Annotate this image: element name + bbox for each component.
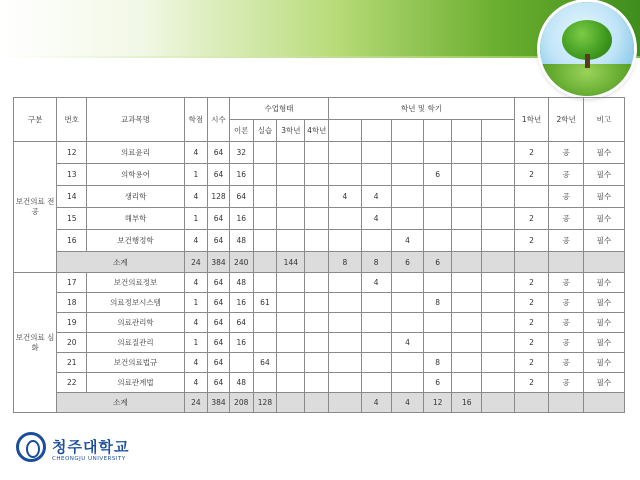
cell-a: 2 — [514, 142, 549, 164]
header-cell: 구분 — [14, 98, 57, 142]
cell-hours: 384 — [208, 252, 230, 273]
cell — [514, 393, 549, 413]
cell — [514, 252, 549, 273]
cell — [482, 333, 514, 353]
cell-year1 — [329, 230, 361, 252]
cell-year3 — [391, 293, 423, 313]
cell-year3 — [391, 313, 423, 333]
cell-year4: 8 — [424, 353, 452, 373]
header-cell: 4학년 — [305, 120, 329, 142]
cell-year4: 6 — [424, 164, 452, 186]
subtotal-label: 소계 — [57, 252, 184, 273]
cell-a — [514, 186, 549, 208]
cell-year3 — [391, 273, 423, 293]
cell — [452, 353, 482, 373]
cell-course-name: 생리학 — [87, 186, 184, 208]
cell — [452, 230, 482, 252]
table-row — [14, 164, 625, 186]
cell-year3: 4 — [391, 230, 423, 252]
cell-practice — [253, 142, 277, 164]
table-row — [14, 273, 625, 293]
cell — [482, 353, 514, 373]
cell-year3 — [391, 142, 423, 164]
header-cell — [482, 120, 514, 142]
cell-b: 공 — [549, 273, 584, 293]
cell-b: 공 — [549, 373, 584, 393]
cell-year3 — [391, 353, 423, 373]
cell-year3 — [391, 208, 423, 230]
cell — [482, 373, 514, 393]
cell-practice: 61 — [253, 293, 277, 313]
cell — [305, 208, 329, 230]
cell — [277, 142, 305, 164]
section-label: 보건의료 전공 — [14, 142, 57, 273]
header-cell: 번호 — [57, 98, 87, 142]
cell-year4: 12 — [424, 393, 452, 413]
table-row — [14, 313, 625, 333]
cell-year4 — [424, 313, 452, 333]
cell-year2 — [361, 142, 391, 164]
header-cell — [424, 120, 452, 142]
cell-practice — [253, 230, 277, 252]
cell-b: 공 — [549, 353, 584, 373]
university-subtitle: CHEONGJU UNIVERSITY — [52, 456, 126, 462]
cell — [452, 142, 482, 164]
cell-credit: 4 — [184, 373, 208, 393]
cell-year4: 8 — [424, 293, 452, 313]
cell-course-name: 의료질관리 — [87, 333, 184, 353]
table-header-row — [14, 98, 625, 120]
cell — [482, 273, 514, 293]
table-row — [14, 293, 625, 313]
cell — [277, 273, 305, 293]
cell — [277, 373, 305, 393]
table-row — [14, 230, 625, 252]
cell-theory: 64 — [229, 313, 253, 333]
cell-year2 — [361, 353, 391, 373]
cell-theory: 16 — [229, 208, 253, 230]
subtotal-row — [14, 393, 625, 413]
cell-year2: 4 — [361, 208, 391, 230]
cell-c: 필수 — [583, 313, 624, 333]
cell — [452, 273, 482, 293]
cell-credit: 24 — [184, 393, 208, 413]
header-cell — [452, 120, 482, 142]
cell-year5: 16 — [452, 393, 482, 413]
cell-year2 — [361, 333, 391, 353]
cell — [305, 252, 329, 273]
cell-course-name: 보건의료법규 — [87, 353, 184, 373]
university-name: 청주대학교 — [52, 438, 130, 456]
cell-theory: 16 — [229, 164, 253, 186]
cell-year1 — [329, 164, 361, 186]
cell — [277, 353, 305, 373]
cell-hours: 128 — [208, 186, 230, 208]
cell-year1: 4 — [329, 186, 361, 208]
cell-hours: 64 — [208, 142, 230, 164]
cell-practice — [253, 373, 277, 393]
cell-theory: 208 — [229, 393, 253, 413]
cell-credit: 4 — [184, 273, 208, 293]
cell-year2 — [361, 164, 391, 186]
table-row — [14, 353, 625, 373]
cell — [452, 333, 482, 353]
cell-practice — [253, 313, 277, 333]
curriculum-table — [13, 97, 625, 413]
cell-hours: 64 — [208, 230, 230, 252]
cell-credit: 1 — [184, 333, 208, 353]
cell-hours: 64 — [208, 293, 230, 313]
cell-year1: 8 — [329, 252, 361, 273]
cell-c: 필수 — [583, 186, 624, 208]
cell-year4 — [424, 333, 452, 353]
cell-year3 — [391, 373, 423, 393]
cell-credit: 24 — [184, 252, 208, 273]
cell-number: 22 — [57, 373, 87, 393]
cell-year1 — [329, 333, 361, 353]
cell-course-name: 의학용어 — [87, 164, 184, 186]
cell-credit: 1 — [184, 164, 208, 186]
cell-b: 공 — [549, 142, 584, 164]
cell-year4 — [424, 186, 452, 208]
cell — [277, 313, 305, 333]
cell — [305, 333, 329, 353]
cell-number: 16 — [57, 230, 87, 252]
cell — [482, 230, 514, 252]
cell-number: 20 — [57, 333, 87, 353]
cell-course-name: 의료관리학 — [87, 313, 184, 333]
cell-year1 — [329, 142, 361, 164]
cell — [305, 273, 329, 293]
cell-year1 — [329, 273, 361, 293]
cell — [549, 393, 584, 413]
header-cell: 이론 — [229, 120, 253, 142]
cell-a: 2 — [514, 313, 549, 333]
cell-course-name: 해부학 — [87, 208, 184, 230]
cell-year1 — [329, 353, 361, 373]
cell-credit: 1 — [184, 293, 208, 313]
cell-year2 — [361, 230, 391, 252]
header-cell: 1학년 — [514, 98, 549, 142]
header-cell: 3학년 — [277, 120, 305, 142]
cell-year2 — [361, 313, 391, 333]
header-cell: 학점 — [184, 98, 208, 142]
cell-number: 18 — [57, 293, 87, 313]
cell-course-name: 의료윤리 — [87, 142, 184, 164]
cell-c: 필수 — [583, 273, 624, 293]
cell-year3: 4 — [391, 393, 423, 413]
cell-year1 — [329, 373, 361, 393]
cell-b: 공 — [549, 293, 584, 313]
cell — [452, 373, 482, 393]
cell-year2 — [361, 293, 391, 313]
cell — [482, 313, 514, 333]
cell — [253, 252, 277, 273]
cell-number: 17 — [57, 273, 87, 293]
header-cell — [329, 120, 361, 142]
cell-hours: 64 — [208, 353, 230, 373]
cell-course-name: 보건행정학 — [87, 230, 184, 252]
cell-number: 21 — [57, 353, 87, 373]
cell — [305, 353, 329, 373]
cell-number: 19 — [57, 313, 87, 333]
cell-theory: 16 — [229, 293, 253, 313]
cell-number: 15 — [57, 208, 87, 230]
cell-b: 공 — [549, 208, 584, 230]
cell-year4 — [424, 208, 452, 230]
cell — [305, 230, 329, 252]
cell — [277, 333, 305, 353]
cell — [583, 252, 624, 273]
cell-year3: 4 — [391, 333, 423, 353]
cell — [482, 293, 514, 313]
cell-number: 13 — [57, 164, 87, 186]
cell-year3 — [391, 164, 423, 186]
cell — [277, 186, 305, 208]
header-cell: 실습 — [253, 120, 277, 142]
header-cell: 교과목명 — [87, 98, 184, 142]
cell-a: 2 — [514, 273, 549, 293]
cell-hours: 64 — [208, 273, 230, 293]
cell-b: 공 — [549, 186, 584, 208]
cell-theory: 32 — [229, 142, 253, 164]
cell — [305, 313, 329, 333]
cell — [305, 393, 329, 413]
cell-credit: 4 — [184, 142, 208, 164]
cell-c: 필수 — [583, 164, 624, 186]
subtotal-label: 소계 — [57, 393, 184, 413]
cell-theory: 16 — [229, 333, 253, 353]
cell — [583, 393, 624, 413]
cell-practice: 64 — [253, 353, 277, 373]
cell-year1 — [329, 393, 361, 413]
cell-b: 공 — [549, 164, 584, 186]
cell-year2: 4 — [361, 393, 391, 413]
cell — [482, 186, 514, 208]
cell-course-name: 의료관계법 — [87, 373, 184, 393]
cell-theory — [229, 353, 253, 373]
header-cell: 2학년 — [549, 98, 584, 142]
header-cell: 학년 및 학기 — [329, 98, 515, 120]
cell-year4: 6 — [424, 252, 452, 273]
cell-course-name: 보건의료정보 — [87, 273, 184, 293]
cell — [305, 164, 329, 186]
cell — [277, 164, 305, 186]
cell-hours: 384 — [208, 393, 230, 413]
cell-practice — [253, 208, 277, 230]
cell-credit: 4 — [184, 230, 208, 252]
cell — [305, 142, 329, 164]
cell-practice — [253, 273, 277, 293]
table-row — [14, 373, 625, 393]
cell — [452, 186, 482, 208]
cell — [452, 208, 482, 230]
cell-theory: 240 — [229, 252, 253, 273]
cell — [277, 293, 305, 313]
cell-a: 2 — [514, 208, 549, 230]
cell-c: 필수 — [583, 353, 624, 373]
cell — [482, 252, 514, 273]
cell — [277, 393, 305, 413]
cell-hours: 64 — [208, 333, 230, 353]
cell-a: 2 — [514, 293, 549, 313]
cell-a: 2 — [514, 373, 549, 393]
cell-hours: 64 — [208, 373, 230, 393]
cell-year4: 6 — [424, 373, 452, 393]
cell — [277, 208, 305, 230]
cell-theory: 48 — [229, 230, 253, 252]
cell-year1 — [329, 208, 361, 230]
cell-c: 필수 — [583, 142, 624, 164]
cell — [482, 142, 514, 164]
cell-year4 — [424, 230, 452, 252]
cell-c: 필수 — [583, 208, 624, 230]
cell — [482, 393, 514, 413]
tree-emblem-icon — [540, 2, 634, 96]
cell-year3 — [391, 186, 423, 208]
cell-credit: 4 — [184, 313, 208, 333]
cell-c: 필수 — [583, 333, 624, 353]
cell — [549, 252, 584, 273]
cell-b: 공 — [549, 333, 584, 353]
cell — [452, 164, 482, 186]
cell-practice — [253, 164, 277, 186]
cell-hours: 64 — [208, 164, 230, 186]
cell-hours: 64 — [208, 208, 230, 230]
cell-practice: 144 — [277, 252, 305, 273]
cell-year3: 6 — [391, 252, 423, 273]
cell — [305, 293, 329, 313]
cell-practice — [253, 333, 277, 353]
cell-year4 — [424, 142, 452, 164]
cell — [452, 252, 482, 273]
table-row — [14, 208, 625, 230]
cell-theory: 48 — [229, 373, 253, 393]
cell-c: 필수 — [583, 293, 624, 313]
cell-c: 필수 — [583, 373, 624, 393]
cell-practice — [253, 186, 277, 208]
table-row — [14, 142, 625, 164]
cell-credit: 1 — [184, 208, 208, 230]
cell-credit: 4 — [184, 353, 208, 373]
cell — [452, 313, 482, 333]
cell-hours: 64 — [208, 313, 230, 333]
cell — [305, 186, 329, 208]
curriculum-table-container — [13, 97, 625, 408]
cell-year2: 4 — [361, 186, 391, 208]
cell — [482, 208, 514, 230]
table-row — [14, 333, 625, 353]
university-seal-icon — [16, 432, 46, 462]
cell-number: 14 — [57, 186, 87, 208]
cell-year2 — [361, 373, 391, 393]
cell-year4 — [424, 273, 452, 293]
header-cell: 수업형태 — [229, 98, 328, 120]
cell — [305, 373, 329, 393]
cell-year1 — [329, 293, 361, 313]
header-cell: 비고 — [583, 98, 624, 142]
cell-year1 — [329, 313, 361, 333]
header-cell — [361, 120, 391, 142]
cell-b: 공 — [549, 313, 584, 333]
header-cell: 시수 — [208, 98, 230, 142]
cell — [452, 293, 482, 313]
header-cell — [391, 120, 423, 142]
cell-theory: 48 — [229, 273, 253, 293]
cell-b: 공 — [549, 230, 584, 252]
cell-practice: 128 — [253, 393, 277, 413]
section-label: 보건의료 심화 — [14, 273, 57, 413]
cell-course-name: 의료정보시스템 — [87, 293, 184, 313]
cell-year2: 4 — [361, 273, 391, 293]
table-row — [14, 186, 625, 208]
cell-credit: 4 — [184, 186, 208, 208]
cell-number: 12 — [57, 142, 87, 164]
cell-c: 필수 — [583, 230, 624, 252]
cell — [277, 230, 305, 252]
cell-a: 2 — [514, 353, 549, 373]
cell — [482, 164, 514, 186]
cell-a: 2 — [514, 333, 549, 353]
cell-a: 2 — [514, 230, 549, 252]
cell-year2: 8 — [361, 252, 391, 273]
cell-a: 2 — [514, 164, 549, 186]
subtotal-row — [14, 252, 625, 273]
cell-theory: 64 — [229, 186, 253, 208]
